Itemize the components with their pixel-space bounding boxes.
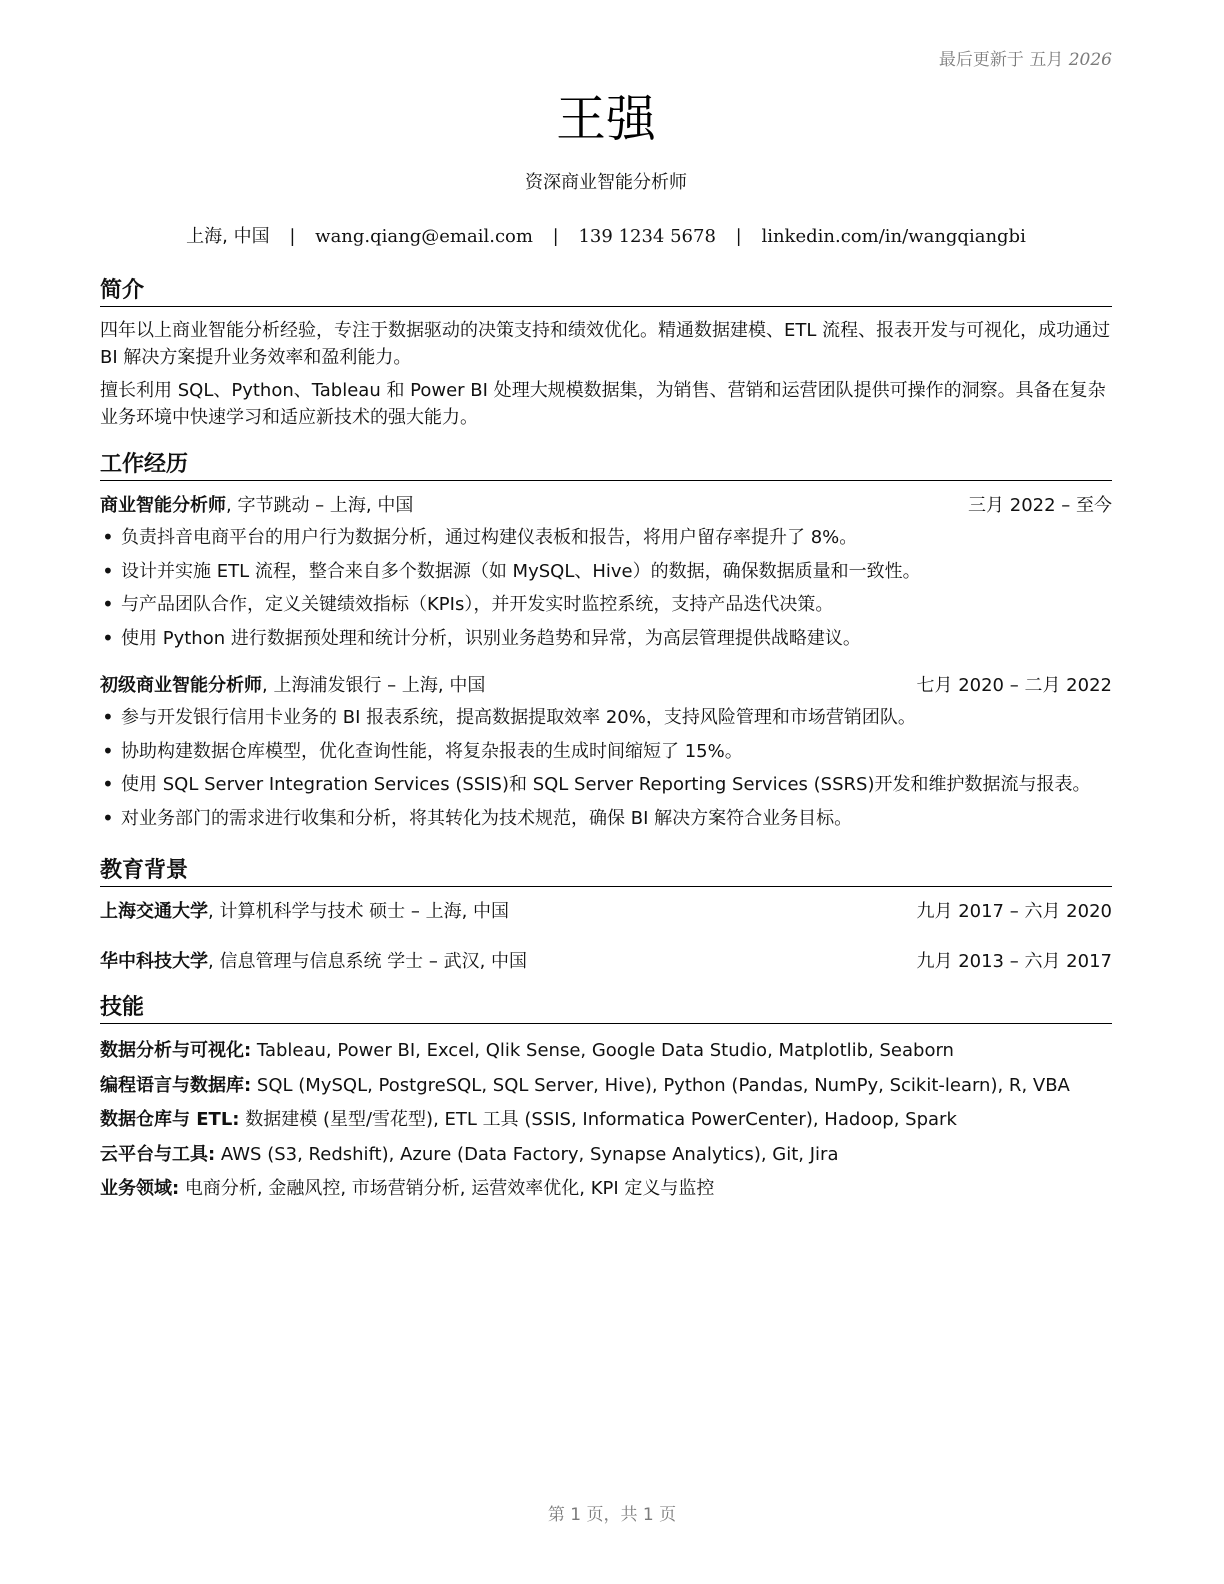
contact-linkedin[interactable]: linkedin.com/in/wangqiangbi [761,226,1026,247]
job-entry [100,671,1112,835]
contact-location: 上海, 中国 [186,226,270,247]
section-title-skills: 技能 [100,993,1112,1024]
skill-value: 数据建模 (星型/雪花型), ETL 工具 (SSIS, Informatica PowerCenter), Hadoop, Spark [239,1109,957,1130]
candidate-name: 王强 [556,90,656,148]
education-detail: , 信息管理与信息系统 学士 – 武汉, 中国 [208,951,528,972]
section-title-summary: 简介 [100,276,1112,307]
job-bullets [100,701,1112,835]
education-dates: 九月 2017 – 六月 2020 [916,901,1112,922]
job-bullet: • 对业务部门的需求进行收集和分析，将其转化为技术规范，确保 BI 解决方案符合业务目标。 [100,802,1112,836]
summary-section [100,276,1112,437]
job-org: , 字节跳动 – 上海, 中国 [226,495,414,516]
job-entry [100,491,1112,655]
job-dates: 三月 2022 – 至今 [968,495,1112,516]
job-bullet: • 负责抖音电商平台的用户行为数据分析，通过构建仪表板和报告，将用户留存率提升了 8%。 [100,521,1112,555]
skill-label: 数据仓库与 ETL: [100,1109,240,1130]
summary-paragraph: 擅长利用 SQL、Python、Tableau 和 Power BI 处理大规模数据集，为销售、营销和运营团队提供可操作的洞察。具备在复杂业务环境中快速学习和适应新技术的强大能力。 [100,380,1106,428]
last-updated-year: 2026 [1068,50,1112,70]
education-school: 华中科技大学 [100,951,208,972]
skill-value: Tableau, Power BI, Excel, Qlik Sense, Google Data Studio, Matplotlib, Seaborn [251,1040,954,1061]
education-detail: , 计算机科学与技术 硕士 – 上海, 中国 [208,901,510,922]
education-entry [100,947,1112,977]
job-bullet: • 协助构建数据仓库模型，优化查询性能，将复杂报表的生成时间缩短了 15%。 [100,735,1112,769]
job-bullets [100,521,1112,655]
skill-label: 业务领域: [100,1178,180,1199]
job-bullet: • 使用 Python 进行数据预处理和统计分析，识别业务趋势和异常，为高层管理提供战略建议。 [100,622,1112,656]
candidate-headline: 资深商业智能分析师 [525,172,687,193]
education-dates: 九月 2013 – 六月 2017 [916,951,1112,972]
section-title-experience: 工作经历 [100,450,1112,481]
last-updated-prefix: 最后更新于 五月 [938,50,1064,70]
job-bullet: • 使用 SQL Server Integration Services (SSIS)和 SQL Server Reporting Services (SSRS)开发和维护数据流与报表。 [100,768,1112,802]
job-bullet: • 与产品团队合作，定义关键绩效指标（KPIs），并开发实时监控系统，支持产品迭代决策。 [100,588,1112,622]
skill-label: 数据分析与可视化: [100,1040,252,1061]
job-header [100,671,1112,701]
skill-line [100,1034,1112,1069]
last-updated [939,45,1112,70]
experience-section [100,450,1112,835]
section-title-education: 教育背景 [100,856,1112,887]
skill-line [100,1172,1112,1207]
summary-paragraph: 四年以上商业智能分析经验，专注于数据驱动的决策支持和绩效优化。精通数据建模、ETL 流程、报表开发与可视化，成功通过 BI 解决方案提升业务效率和盈利能力。 [100,320,1111,368]
job-dates: 七月 2020 – 二月 2022 [916,675,1112,696]
job-header [100,491,1112,521]
skill-line [100,1103,1112,1138]
contact-email[interactable]: wang.qiang@email.com [315,226,533,247]
skill-label: 云平台与工具: [100,1143,216,1165]
job-bullet: • 参与开发银行信用卡业务的 BI 报表系统，提高数据提取效率 20%，支持风险管理和市场营销团队。 [100,701,1112,735]
job-bullet: • 设计并实施 ETL 流程，整合来自多个数据源（如 MySQL、Hive）的数据，确保数据质量和一致性。 [100,555,1112,589]
education-section [100,856,1112,977]
job-org: , 上海浦发银行 – 上海, 中国 [262,675,486,696]
skill-line [100,1069,1112,1104]
contact-phone[interactable]: 139 1234 5678 [578,226,716,247]
skill-value: SQL (MySQL, PostgreSQL, SQL Server, Hive), Python (Pandas, NumPy, Scikit-learn), R, VBA [251,1074,1070,1096]
contact-separator: | [735,226,742,247]
job-role: 商业智能分析师 [100,495,226,516]
contact-line [100,224,1112,250]
education-school: 上海交通大学 [100,901,208,922]
skills-section [100,993,1112,1207]
job-role: 初级商业智能分析师 [100,675,262,696]
contact-separator: | [289,226,296,247]
skill-label: 编程语言与数据库: [100,1074,252,1096]
skill-line [100,1138,1112,1173]
education-entry [100,897,1112,927]
skill-value: AWS (S3, Redshift), Azure (Data Factory, Synapse Analytics), Git, Jira [215,1143,839,1165]
contact-separator: | [552,226,559,247]
skill-value: 电商分析, 金融风控, 市场营销分析, 运营效率优化, KPI 定义与监控 [179,1178,715,1199]
page-number: 第 1 页，共 1 页 [547,1505,677,1525]
